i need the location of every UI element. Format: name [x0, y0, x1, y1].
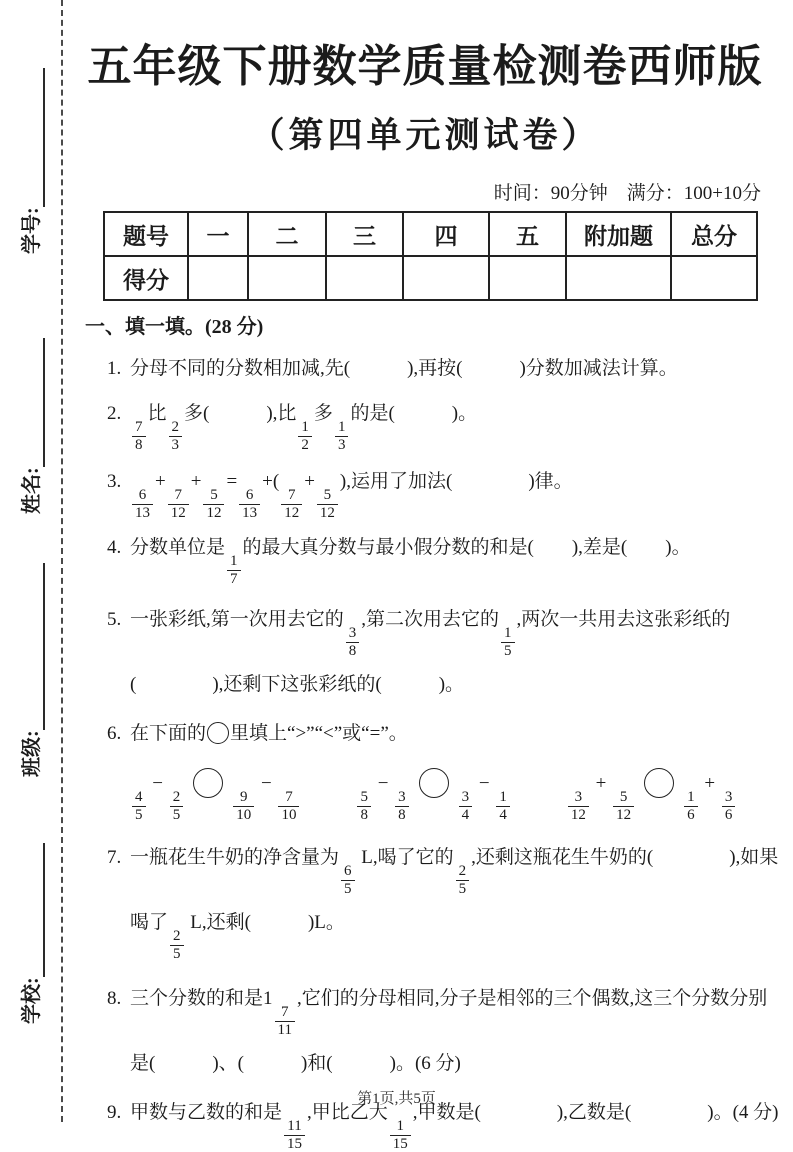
fraction: $\frac{3}{8}$: [346, 625, 360, 659]
question-item-4: [85, 528, 765, 587]
score-cell-empty: [671, 256, 757, 300]
questions-list: [85, 349, 779, 1152]
fraction: $\frac{3}{12}$: [568, 789, 589, 823]
student-field-label: 学校:: [21, 977, 43, 1024]
question-number: 3.: [107, 471, 122, 492]
time-score-info: 时间：90分钟 满分：100+10分: [493, 183, 761, 204]
fraction: $\frac{3}{4}$: [459, 789, 473, 823]
score-cell-empty: [489, 256, 566, 300]
fraction: $\frac{2}{5}$: [170, 789, 184, 823]
fraction: $\frac{4}{5}$: [132, 789, 146, 823]
paper-subtitle: （第四单元测试卷）: [249, 116, 601, 155]
fraction: $\frac{2}{3}$: [169, 419, 183, 453]
student-field-label: 学号:: [21, 207, 43, 254]
student-field-label: 班级:: [21, 730, 43, 777]
score-table-column: 总分: [671, 212, 757, 256]
question-item-1: [85, 349, 765, 389]
score-table-header-label: 题号: [104, 212, 188, 256]
question-number: 4.: [107, 537, 122, 558]
paper-content: [85, 0, 779, 1152]
fraction: $\frac{3}{6}$: [722, 789, 736, 823]
fill-in-line: [43, 338, 45, 467]
fraction: $\frac{1}{2}$: [298, 419, 312, 453]
question-number: 6.: [107, 723, 122, 744]
question-item-5: [85, 600, 765, 705]
fraction: $\frac{2}{5}$: [170, 928, 184, 962]
question-text: 是( )、( )和( )。(6 分): [130, 1053, 461, 1074]
question-number: 9.: [107, 1102, 122, 1123]
fraction: $\frac{2}{5}$: [456, 863, 470, 897]
student-field-2: [6, 563, 58, 777]
fraction: $\frac{11}{15}$: [284, 1118, 305, 1152]
fraction: $\frac{3}{8}$: [395, 789, 409, 823]
score-table-column: 五: [489, 212, 566, 256]
fraction: $\frac{5}{12}$: [613, 789, 634, 823]
comparison-expression-1: $\frac{4}{5}$ − $\frac{2}{5}$ $\frac{9}{10}$ − $\frac{7}{10}$: [130, 762, 301, 823]
question-item-6: [85, 714, 765, 823]
comparison-circle: [207, 722, 229, 744]
question-item-7: [85, 838, 779, 962]
comparison-expression-3: $\frac{3}{12}$ + $\frac{5}{12}$ $\frac{1}{6}$ + $\frac{3}{6}$: [566, 762, 737, 823]
question-number: 5.: [107, 609, 122, 630]
question-text: $\frac{6}{13}$ + $\frac{7}{12}$ + $\frac{5}{12}$ = $\frac{6}{13}$ +( $\frac{7}{12}$ + $\frac{5}{12}$ ),运用了加法( )律。: [130, 462, 765, 521]
question-item-8: [85, 979, 768, 1084]
fill-in-line: [43, 563, 45, 730]
fraction: $\frac{1}{3}$: [335, 419, 349, 453]
fraction: $\frac{7}{8}$: [132, 419, 146, 453]
question-item-2: [85, 394, 765, 453]
question-text: 分母不同的分数相加减,先( ),再按( )分数加减法计算。: [130, 358, 678, 379]
score-cell-empty: [188, 256, 248, 300]
fraction: $\frac{1}{7}$: [227, 553, 241, 587]
comparison-circle: [644, 768, 674, 798]
student-field-label: 姓名:: [21, 467, 43, 514]
question-text: 三个分数的和是1 $\frac{7}{11}$ ,它们的分母相同,分子是相邻的三个偶数,这三个分数分别: [130, 988, 768, 1038]
comparison-circle: [193, 768, 223, 798]
fraction: $\frac{5}{8}$: [357, 789, 371, 823]
student-field-3: [6, 843, 58, 1024]
fill-in-line: [43, 68, 45, 207]
paper-title: 五年级下册数学质量检测卷西师版: [87, 42, 763, 91]
question-text: ( ),还剩下这张彩纸的( )。: [130, 674, 465, 695]
score-table-column: 四: [403, 212, 489, 256]
score-cell-empty: [248, 256, 326, 300]
question-text: 喝了 $\frac{2}{5}$ L,还剩( )L。: [130, 912, 345, 962]
fraction: $\frac{7}{12}$: [281, 487, 302, 521]
fraction: $\frac{9}{10}$: [233, 789, 254, 823]
question-number: 8.: [107, 988, 122, 1009]
fraction: $\frac{1}{4}$: [496, 789, 510, 823]
comparison-expressions-row: [130, 762, 765, 823]
score-table-column: 二: [248, 212, 326, 256]
fraction: $\frac{1}{5}$: [501, 625, 515, 659]
comparison-circle: [419, 768, 449, 798]
question-text: 甲数与乙数的和是 $\frac{11}{15}$ ,甲比乙大 $\frac{1}{15}$ ,甲数是( ),乙数是( )。(4 分): [130, 1102, 779, 1152]
question-item-3: [85, 462, 765, 521]
question-number: 2.: [107, 403, 122, 424]
student-field-1: [6, 338, 58, 514]
page-footer: 第1页,共5页: [357, 1091, 436, 1107]
score-table-column: 一: [188, 212, 248, 256]
score-table-column: 附加题: [566, 212, 671, 256]
question-number: 7.: [107, 847, 122, 868]
fraction: $\frac{1}{6}$: [684, 789, 698, 823]
question-number: 1.: [107, 358, 122, 379]
student-info-sidebar: [0, 0, 63, 1122]
fraction: $\frac{5}{12}$: [203, 487, 224, 521]
score-cell-empty: [403, 256, 489, 300]
student-field-0: [6, 68, 58, 254]
question-text: 一瓶花生牛奶的净含量为 $\frac{6}{5}$ L,喝了它的 $\frac{2}{5}$ ,还剩这瓶花生牛奶的( ),如果: [130, 847, 779, 897]
fraction: $\frac{6}{5}$: [341, 863, 355, 897]
comparison-expression-2: $\frac{5}{8}$ − $\frac{3}{8}$ $\frac{3}{4}$ − $\frac{1}{4}$: [355, 762, 511, 823]
question-text: 在下面的 里填上“>”“<”或“=”。: [130, 723, 408, 744]
fraction: $\frac{5}{12}$: [317, 487, 338, 521]
question-text: $\frac{7}{8}$ 比 $\frac{2}{3}$ 多( ),比 $\frac{1}{2}$ 多 $\frac{1}{3}$ 的是( )。: [130, 394, 765, 453]
fraction: $\frac{6}{13}$: [132, 487, 153, 521]
score-row-label: 得分: [104, 256, 188, 300]
fill-in-line: [43, 843, 45, 977]
fraction: $\frac{6}{13}$: [239, 487, 260, 521]
fraction: $\frac{7}{12}$: [168, 487, 189, 521]
score-cell-empty: [326, 256, 403, 300]
fraction: $\frac{7}{10}$: [278, 789, 299, 823]
score-table-column: 三: [326, 212, 403, 256]
fraction: $\frac{1}{15}$: [390, 1118, 411, 1152]
score-table: [103, 211, 758, 301]
question-text: 分数单位是 $\frac{1}{7}$ 的最大真分数与最小假分数的和是( ),差是( )。: [130, 537, 691, 587]
section-heading: 一、填一填。(28 分): [85, 316, 264, 338]
score-cell-empty: [566, 256, 671, 300]
fraction: $\frac{7}{11}$: [275, 1004, 295, 1038]
question-text: 一张彩纸,第一次用去它的 $\frac{3}{8}$ ,第二次用去它的 $\frac{1}{5}$ ,两次一共用去这张彩纸的: [130, 609, 731, 659]
